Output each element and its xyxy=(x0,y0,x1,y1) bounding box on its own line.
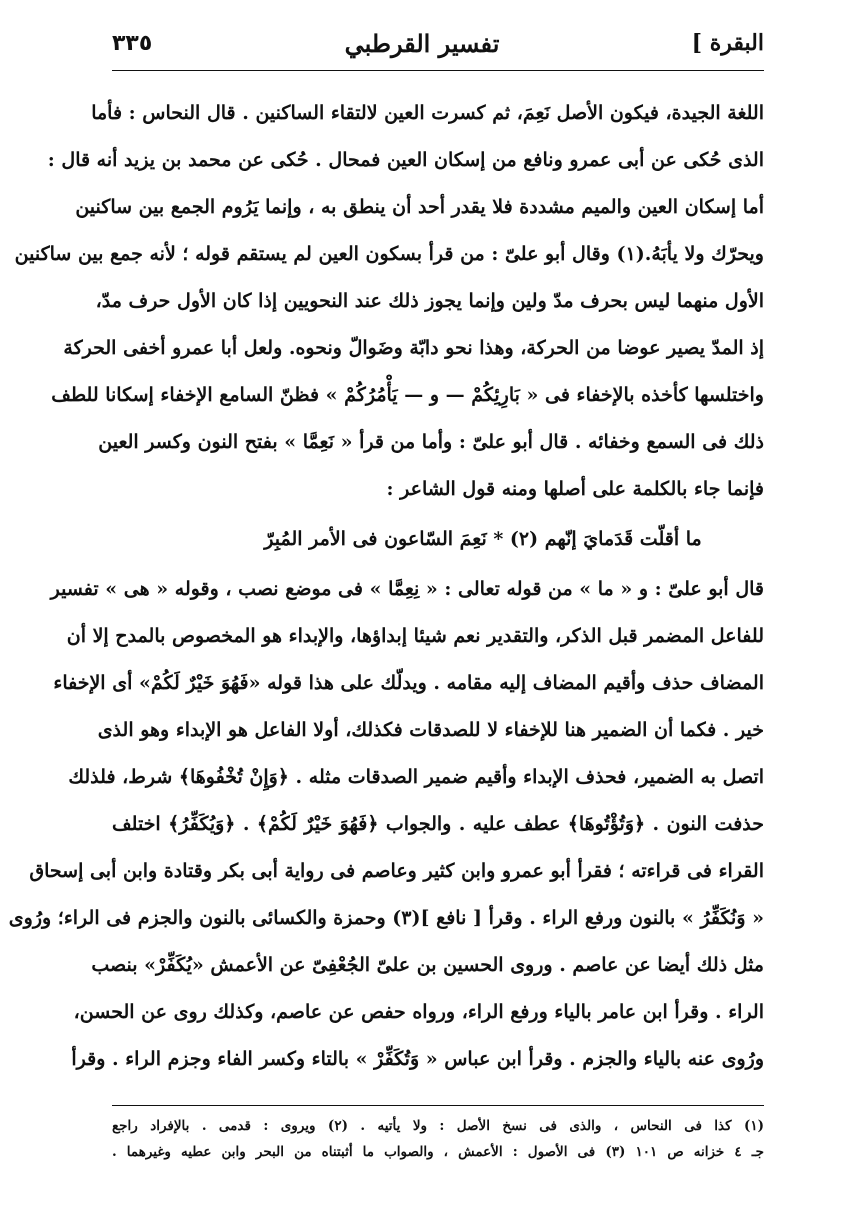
text-line: أما إسكان العين والميم مشددة فلا يقدر أحد أن ينطق به ، وإنما يَرُوم الجمع بين ساكنين xyxy=(75,196,764,218)
text-line: « وَنُكَفِّرُ » بالنون ورفع الراء . وقرأ [ نافع ](٣) وحمزة والكسائى بالنون والجزم فى الراء؛ ورُوى xyxy=(8,907,764,929)
text-line: إذ المدّ يصير عوضا من الحركة، وهذا نحو دابّة وضَوالّ ونحوه. ولعل أبا عمرو أخفى الحركة xyxy=(63,337,764,359)
text-line: الذى حُكى عن أبى عمرو ونافع من إسكان العين فمحال . حُكى عن محمد بن يزيد أنه قال : xyxy=(47,149,764,171)
footnote-line: جـ ٤ خزانه ص ١٠١ (٣) فى الأصول : الأعمش ، والصواب ما أثبتناه من البحر وابن عطيه وغيرهما . xyxy=(112,1144,764,1160)
text-line: قال أبو علىّ : و « ما » من قوله تعالى : « نِعِمَّا » فى موضع نصب ، وقوله « هى » تفسير xyxy=(50,578,764,600)
text-line: المضاف حذف وأقيم المضاف إليه مقامه . ويدلّك على هذا قوله «فَهُوَ خَيْرٌ لَكُمْ» أى الإخفاء xyxy=(53,672,764,694)
text-line: مثل ذلك أيضا عن عاصم . وروى الحسين بن علىّ الجُعْفِىّ عن الأعمش «يُكَفِّرْ» بنصب xyxy=(91,954,764,976)
text-line: الراء . وقرأ ابن عامر بالياء ورفع الراء، ورواه حفص عن عاصم، وكذلك روى عن الحسن، xyxy=(73,1001,764,1023)
text-line: ورُوى عنه بالياء والجزم . وقرأ ابن عباس « وَتُكَفِّرْ » بالتاء وكسر الفاء وجزم الراء . وقرأ xyxy=(71,1048,764,1070)
text-line: خير . فكما أن الضمير هنا للإخفاء لا للصدقات فكذلك، أولا الفاعل هو الإبداء وهو الذى xyxy=(97,719,764,741)
footnote-rule xyxy=(112,1105,764,1106)
text-line: فإنما جاء بالكلمة على أصلها ومنه قول الشاعر : xyxy=(386,478,764,500)
text-line: للفاعل المضمر قبل الذكر، والتقدير نعم شيئا إبداؤها، والإبداء هو المخصوص بالمدح إلا أن xyxy=(66,625,764,647)
text-line: الأول منهما ليس بحرف مدّ ولين وإنما يجوز ذلك عند النحويين إذا كان الأول حرف مدّ، xyxy=(95,290,764,312)
text-line: اتصل به الضمير، فحذف الإبداء وأقيم ضمير الصدقات مثله . ﴿وَإِنْ تُخْفُوهَا﴾ شرط، فلذلك xyxy=(68,766,764,788)
main-text xyxy=(8,90,764,1083)
footnote-line: (١) كذا فى النحاس ، والذى فى نسخ الأصل : ولا يأتيه . (٢) ويروى : قدمى . بالإفراد راجع xyxy=(112,1118,764,1134)
text-line: ويحرّك ولا يأبَهُ.(١) وقال أبو علىّ : من قرأ بسكون العين لم يستقم قوله ؛ لأنه جمع بين ساكنين xyxy=(14,243,764,265)
page-number: ٣٣٥ xyxy=(112,30,153,56)
poetry-verse: ما أقلّت قَدَمايَ إنّهم (٢) * نَعِمَ السّاعون فى الأمر المُبِرّ xyxy=(264,528,702,550)
header-title: تفسير القرطبي xyxy=(344,28,500,58)
header-section: البقرة ] xyxy=(691,30,764,56)
text-line: القراء فى قراءته ؛ فقرأ أبو عمرو وابن كثير وعاصم فى رواية أبى بكر وقتادة وابن أبى إسحاق xyxy=(29,860,764,882)
text-line: ذلك فى السمع وخفائه . قال أبو علىّ : وأما من قرأ « نَعِمَّا » بفتح النون وكسر العين xyxy=(98,431,764,453)
text-line: واختلسها كأخذه بالإخفاء فى « بَارِئِكُمْ — و — يَأْمُرُكُمْ » فظنّ السامع الإخفاء إسكانا للطف xyxy=(51,384,764,406)
footnotes xyxy=(112,1113,764,1165)
text-line: اللغة الجيدة، فيكون الأصل نَعِمَ، ثم كسرت العين لالتقاء الساكنين . قال النحاس : فأما xyxy=(91,102,764,124)
header-rule xyxy=(112,70,764,71)
running-header xyxy=(112,18,764,68)
text-line: حذفت النون . ﴿وَتُؤْتُوهَا﴾ عطف عليه . والجواب ﴿فَهُوَ خَيْرٌ لَكُمْ﴾ . ﴿وَيُكَفِّرُ﴾ اختلف xyxy=(112,813,764,835)
